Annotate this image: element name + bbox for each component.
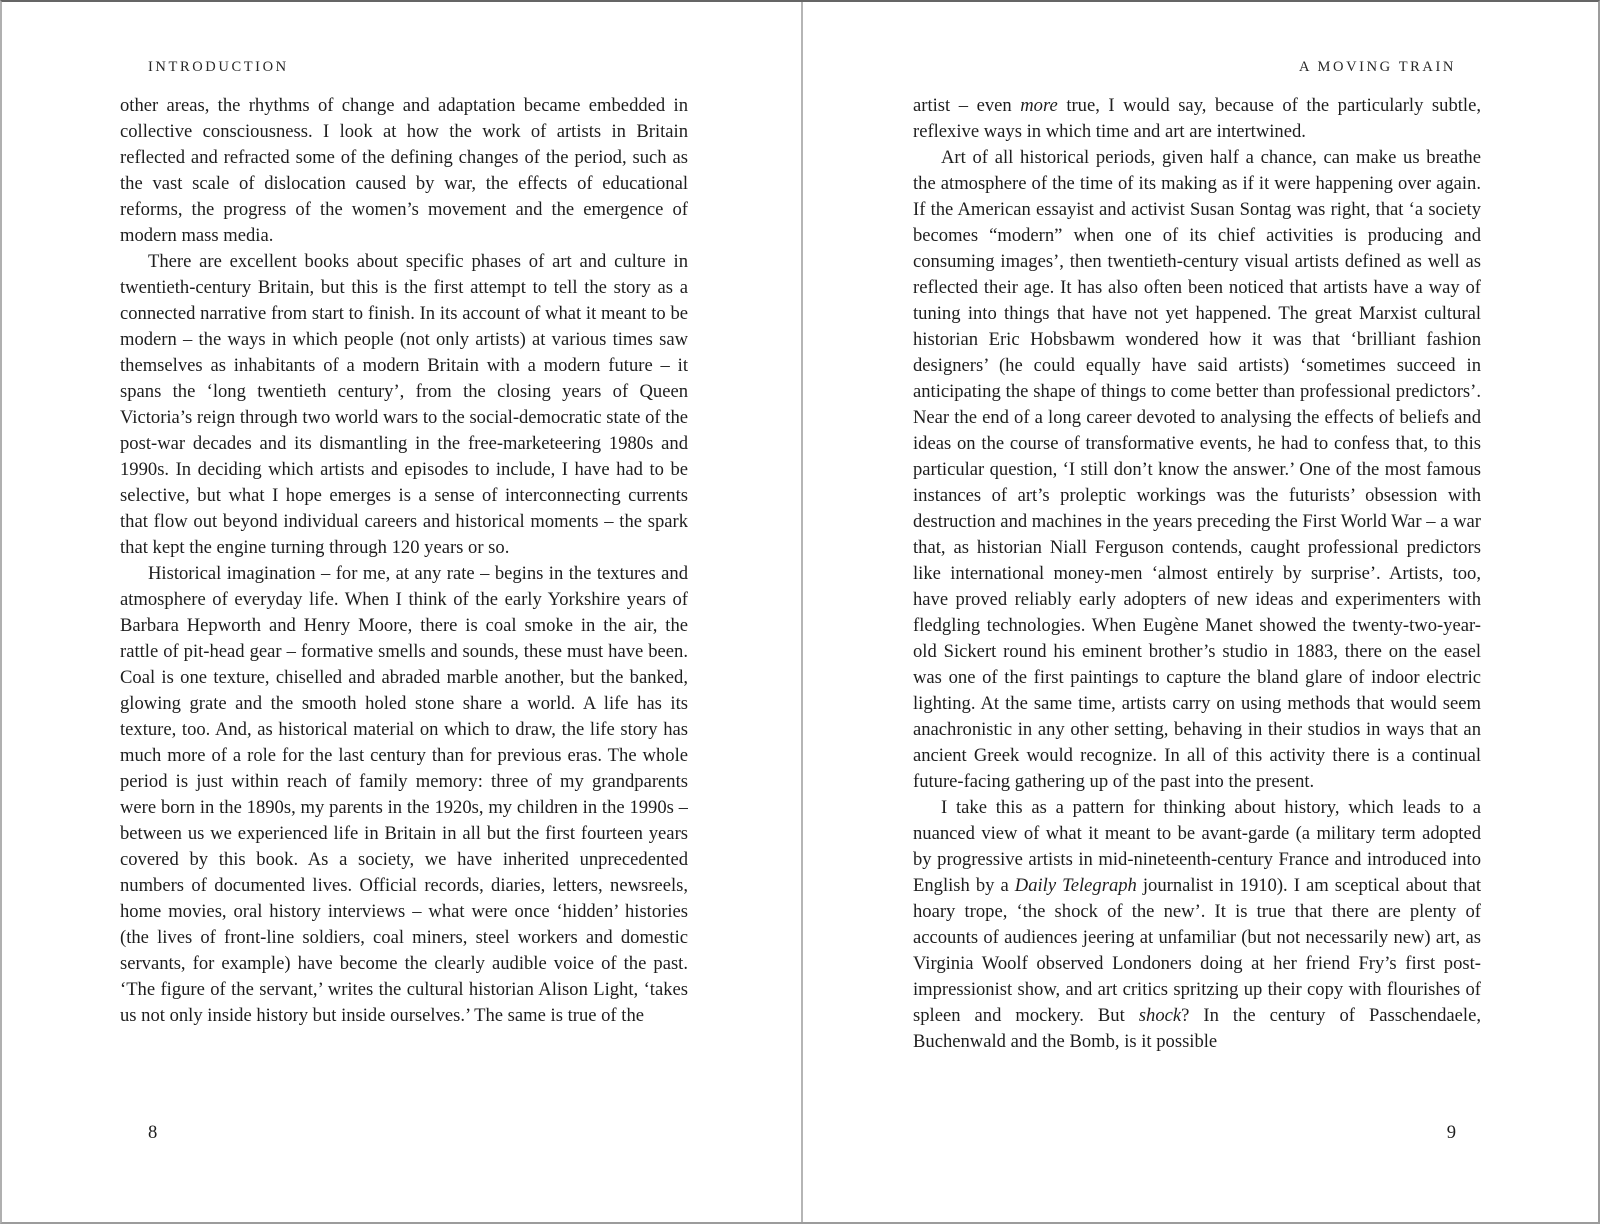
left-page-column: [120, 2, 688, 1222]
right-page-number: 9: [1446, 1122, 1456, 1143]
page-gutter-divider: [801, 2, 803, 1222]
paragraph: other areas, the rhythms of change and adaptation became embedded in collective consciousness. I look at how the work of artists in Britain reflected and refracted some of the defining changes of the period, such as the vast scale of dislocation caused by war, the effects of educational reforms, the progress of the women’s movement and the emergence of modern mass media.: [120, 95, 688, 246]
right-page: [802, 2, 1600, 1222]
left-page: [2, 2, 802, 1222]
paragraph: Historical imagination – for me, at any rate – begins in the textures and atmosphere of everyday life. When I think of the early Yorkshire years of Barbara Hepworth and Henry Moore, there is coal smoke in the air, the rattle of pit-head gear – formative smells and sounds, these must have been. Coal is one texture, chiselled and abraded marble another, but the banked, glowing grate and the smooth holed stone share a world. A life has its texture, too. And, as historical material on which to draw, the life story has much more of a role for the last century than for previous eras. The whole period is just within reach of family memory: three of my grandparents were born in the 1890s, my parents in the 1920s, my children in the 1990s – between us we experienced life in Britain in all but the first fourteen years covered by this book. As a society, we have inherited unprecedented numbers of documented lives. Official records, diaries, letters, newsreels, home movies, oral history interviews – what were once ‘hidden’ histories (the lives of front-line soldiers, coal miners, steel workers and domestic servants, for example) have become the clearly audible voice of the past. ‘The figure of the servant,’ writes the cultural historian Alison Light, ‘takes us not only inside history but inside ourselves.’ The same is true of the: [120, 563, 688, 1026]
paragraph: artist – even more true, I would say, because of the particularly subtle, reflexive ways in which time and art are intertwined.: [913, 95, 1481, 142]
paragraph: There are excellent books about specific phases of art and culture in twentieth-century Britain, but this is the first attempt to tell the story as a connected narrative from start to finish. In its account of what it meant to be modern – the ways in which people (not only artists) at various times saw themselves as inhabitants of a modern Britain with a modern future – it spans the ‘long twentieth century’, from the closing years of Queen Victoria’s reign through two world wars to the social-democratic state of the post-war decades and its dismantling in the free-marketeering 1980s and 1990s. In deciding which artists and episodes to include, I have had to be selective, but what I hope emerges is a sense of interconnecting currents that flow out beyond individual careers and historical moments – the spark that kept the engine turning through 120 years or so.: [120, 251, 688, 558]
left-page-number: 8: [148, 1122, 158, 1143]
left-page-body: [120, 93, 688, 1029]
right-page-column: [913, 2, 1481, 1222]
paragraph: Art of all historical periods, given half a chance, can make us breathe the atmosphere of the time of its making as if it were happening over again. If the American essayist and activist Susan Sontag was right, that ‘a society becomes “modern” when one of its chief activities is producing and consuming images’, then twentieth-century visual artists defined as well as reflected their age. It has also often been noticed that artists have a way of tuning into things that have not yet happened. The great Marxist cultural historian Eric Hobsbawm wondered how it was that ‘brilliant fashion designers’ (he could equally have said artists) ‘sometimes succeed in anticipating the shape of things to come better than professional predictors’. Near the end of a long career devoted to analysing the effects of beliefs and ideas on the course of transformative events, he had to confess that, to this particular question, ‘I still don’t know the answer.’ One of the most famous instances of art’s proleptic workings was the futurists’ obsession with destruction and machines in the years preceding the First World War – a war that, as historian Niall Ferguson contends, caught professional predictors like international money-men ‘almost entirely by surprise’. Artists, too, have proved reliably early adopters of new ideas and experimenters with fledgling technologies. When Eugène Manet showed the twenty-two-year-old Sickert round his eminent brother’s studio in 1883, there on the easel was one of the first paintings to capture the bland glare of indoor electric lighting. At the same time, artists carry on using methods that would seem anachronistic in any other setting, behaving in their studios in ways that an ancient Greek would recognize. In all of this activity there is a continual future-facing gathering up of the past into the present.: [913, 147, 1481, 792]
right-page-body: [913, 93, 1481, 1055]
right-running-header: A MOVING TRAIN: [1299, 59, 1456, 75]
paragraph: I take this as a pattern for thinking about history, which leads to a nuanced view of what it meant to be avant-garde (a military term adopted by progressive artists in mid-nineteenth-century France and introduced into English by a Daily Telegraph journalist in 1910). I am sceptical about that hoary trope, ‘the shock of the new’. It is true that there are plenty of accounts of audiences jeering at unfamiliar (but not necessarily new) art, as Virginia Woolf observed Londoners doing at her friend Fry’s first post-impressionist show, and art critics spritzing up their copy with flourishes of spleen and mockery. But shock? In the century of Passchendaele, Buchenwald and the Bomb, is it possible: [913, 797, 1481, 1052]
left-running-header: INTRODUCTION: [148, 59, 289, 75]
